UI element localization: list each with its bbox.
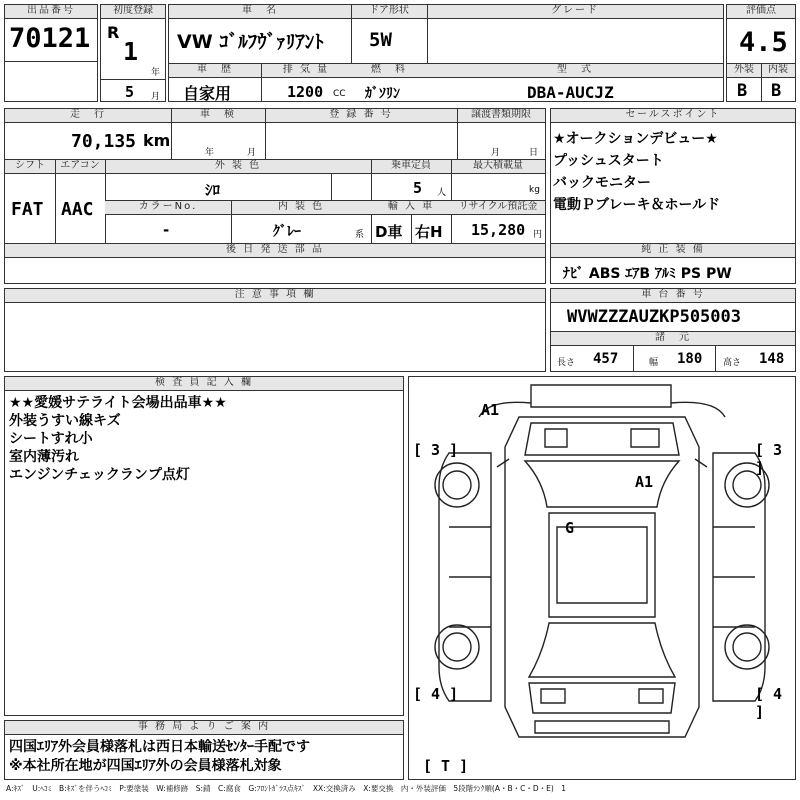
caution-box [4,288,546,372]
office-box [4,720,404,780]
color-value: ｼﾛ [205,181,221,199]
import-label: 輸 入 車 [371,201,451,215]
car-outline-icon [409,377,795,779]
office-label: 事 務 局 よ り ご 案 内 [5,721,403,735]
damage-mark-a1-side: A1 [635,473,654,491]
year-unit: 年 [151,68,161,78]
shift-value: FAT [11,199,44,220]
sales-points-box [550,108,796,284]
interior-label: 内装 [761,64,795,78]
exterior-label: 外装 [727,64,761,78]
inspector-line-3: シートすれ小 [9,431,93,447]
reg-no-label: 登 録 番 号 [265,109,457,123]
load-label: 最大積載量 [451,160,545,174]
history-value: 自家用 [183,84,232,103]
model-label: 型 式 [427,64,723,78]
height-value: 148 [759,351,785,367]
reg-year: 1 [123,37,139,66]
office-line-2: ※本社所在地が四国ｴﾘｱ外の会員様落札対象 [9,758,282,774]
recycle-label: リサイクル預託金 [451,201,545,215]
inspector-line-5: エンジンチェックランプ点灯 [9,467,190,483]
car-box [168,4,724,102]
later-parts-label: 後 日 発 送 部 品 [5,244,545,258]
details-box [4,108,546,284]
damage-mark-a1-front: A1 [481,401,500,419]
import-dealer: D車 [375,223,403,241]
color-no-value: - [163,221,170,239]
equipment-value: ﾅﾋﾞ ABS ｴｱB ｱﾙﾐ PS PW [563,266,732,282]
width-value: 180 [677,351,703,367]
int-color-label: 内 装 色 [231,201,371,215]
inspection-month: 月 [247,148,257,158]
int-color-unit: 系 [355,230,365,240]
score-value: 4.5 [739,27,788,58]
color-no-label: カラーNo. [105,201,231,215]
score-box [726,4,796,102]
car-name: VW ｺﾞﾙﾌｳﾞｧﾘｱﾝﾄ [177,31,324,53]
mileage-label: 走 行 [5,109,171,123]
equipment-label: 純 正 装 備 [551,244,795,258]
color-label: 外 装 色 [105,160,371,174]
chassis-value: WVWZZZAUZKP505003 [567,307,741,327]
inspection-label: 車 検 [171,109,265,123]
inspector-label: 検 査 員 記 入 欄 [5,377,403,391]
spare-tire-label: [ T ] [423,757,469,775]
shift-label: シフト [5,160,55,174]
capacity-value: 5 [413,179,423,197]
transfer-month: 月 [491,148,501,158]
inspector-line-1: ★★愛媛サテライト会場出品車★★ [9,395,227,411]
recycle-value: 15,280 [471,221,526,239]
score-label: 評価点 [727,5,795,19]
damage-legend: A:ｷｽﾞ U:ﾍｺﾐ B:ｷｽﾞを伴うﾍｺﾐ P:要塗装 W:補修跡 S:錆 C:腐食 G:ﾌﾛﾝﾄｶﾞﾗｽ点ｷｽﾞ XX:交換済み X:要交換 内・外装評価 5段階ﾗﾝｸ順(A・B・C・D・E) 1 [6,784,567,793]
lot-label: 出品番号 [5,5,97,19]
caution-label: 注 意 事 項 欄 [5,289,545,303]
inspection-year: 年 [205,148,215,158]
displacement-label: 排 気 量 [261,64,351,78]
sales-point-3: バックモニター [553,175,651,191]
capacity-label: 乗車定員 [371,160,451,174]
fuel-value: ｶﾞｿﾘﾝ [365,86,400,102]
office-line-1: 四国ｴﾘｱ外会員様落札は西日本輸送ｾﾝﾀｰ手配です [9,739,310,755]
tl-tire-label: [ 3 ] [413,441,459,459]
bl-tire-label: [ 4 ] [413,685,459,703]
car-name-label: 車 名 [169,5,351,19]
spec-label: 諸 元 [551,332,795,346]
inspector-line-4: 室内薄汚れ [9,449,79,465]
tr-tire-label: [ 3 ] [755,441,783,477]
chassis-label: 車 台 番 号 [551,289,795,303]
inspector-line-2: 外装うすい線キズ [9,413,121,429]
displacement-unit: CC [333,89,346,99]
load-unit: kg [529,185,540,195]
mileage-unit: km [143,131,171,150]
int-color-value: ｸﾞﾚｰ [273,224,301,240]
transfer-day: 日 [529,148,539,158]
height-label: 高さ [723,358,742,368]
damage-mark-g: G [565,519,575,537]
reg-month: 5 [125,83,135,101]
car-diagram [408,376,796,780]
inspector-box [4,376,404,716]
fuel-label: 燃 料 [351,64,427,78]
sales-point-4: 電動Ｐブレーキ＆ホールド [553,197,721,213]
chassis-box [550,288,796,372]
handle-position: 右H [415,223,443,241]
first-reg-label: 初度登録 [101,5,165,19]
lot-box [4,4,98,102]
era: R [107,23,120,42]
door-type: 5W [369,29,392,51]
ac-label: エアコン [55,160,105,174]
length-label: 長さ [557,358,576,368]
sales-points-label: セールスポイント [551,109,795,123]
exterior-grade: B [737,81,748,101]
ac-value: AAC [61,199,94,220]
door-label: ドア形状 [351,5,427,19]
mileage-value: 70,135 [71,131,137,152]
sales-point-2: プッシュスタート [553,153,664,169]
br-tire-label: [ 4 ] [755,685,783,721]
sales-point-1: ★オークションデビュー★ [553,131,718,147]
month-unit: 月 [151,92,161,102]
first-reg-box [100,4,166,102]
grade-label: グレード [427,5,723,19]
capacity-unit: 人 [437,188,447,198]
length-value: 457 [593,351,619,367]
displacement-value: 1200 [287,83,324,101]
recycle-unit: 円 [533,230,543,240]
model-value: DBA-AUCJZ [527,83,614,102]
history-label: 車 歴 [169,64,261,78]
lot-number: 70121 [9,23,91,54]
width-label: 幅 [649,358,659,368]
transfer-label: 譲渡書類期限 [457,109,545,123]
interior-grade: B [771,81,782,101]
